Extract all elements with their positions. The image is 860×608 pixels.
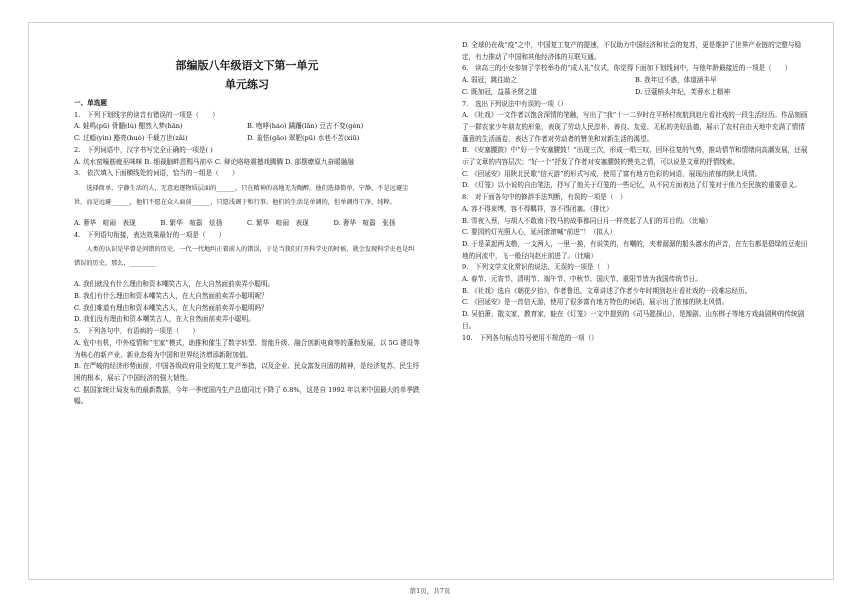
q7-option-d: D. 《灯笼》以小说的自由笔法，抒写了他关于灯笼的一些记忆，从不同方面表达了灯笼对于他乃至民族的重要意义。 [462, 181, 801, 190]
doc-title: 部编版八年级语文下第一单元 [175, 59, 319, 72]
q3-passage: 选择简单，宁静生活的人，无意追逐物质层面的_____，只在精神的高地无为陶醉。他们选择简单，宁静，不是远避尘世，而是远避_____，他们不愿在众人面前_____，只愿浅调于和行事。他们的生活是单调的，但单调得干净、纯粹。 [74, 184, 409, 206]
question-10: 10. 下列各句标点符号使用不规范的一项（） [462, 333, 598, 342]
q7-option-c: C. 《回延安》用陕北民歌“信天游”的形式写成，使用了富有地方色彩的词语，展现出浓郁的陕北风情。 [462, 169, 762, 178]
q3-option-d: D. 奢华 喧嚣 张扬 [333, 218, 396, 227]
question-1: 1. 下列下划线字的读音有错误的一项是（ ） [74, 110, 219, 119]
q8-option-c: C. 要园的灯光照人心，延河滚滚喊“前进”！（拟人） [462, 228, 617, 237]
q9-option-a: A. 春节、元宵节、清明节、端午节、中秋节、国庆节、重阳节皆为我国传统节日。 [462, 275, 702, 284]
right-column [462, 40, 808, 344]
question-4: 4. 下列语句衔接，表达效果最好的一项是（ ） [74, 230, 226, 239]
question-9: 9. 下列文学文化常识的说法，无误的一项是（ ） [462, 263, 614, 272]
q5-option-a: A. 危中有机，中外疫情和“宅家”模式，助推和催生了数字转型、智能升级、融合创新电商等的蓬勃发展，以 5G 建设等为核心的新产业、新业态将为中国和世界经济增添新附加值。 [74, 338, 420, 359]
q1-option-a: A. 蛙鸣(pū) 骨髓(lù) 酣然入梦(hān) [74, 122, 183, 131]
q8-option-d: D. 于是菜起两支橹，一支两人，一里一换，有说笑的，有嘲的，夹着潺潺的船头激水的声音，在左右都是碧绿的豆麦田地的河流中，飞一般径向赵庄前进了。（比喻） [462, 239, 808, 260]
q4-passage: 人类的认识是毕曾是问错的历史，一代一代地纠正着前人的错误，于是当我们打开科学史的时候，就会发现科学史也是纠错误的历史。那么，_______ [74, 246, 415, 268]
q6-options-row [462, 87, 808, 99]
question-2: 2. 下列词语中，汉字书写完全正确的一项是( ) [74, 145, 213, 154]
page-footer: 第1页，共7页 [409, 587, 451, 595]
q1-option-c: C. 过瘾(yìn) 豁亮(huò) 千载万世(zǎi) [74, 134, 188, 143]
q7-option-a: A. 《社戏》一文作者以饱含深情的笔触，写出了“我”十一二岁时在平桥村夜航到赵庄看社戏的一段生活经历。作品刻画了一群农家少年朋友的形象，表现了劳动人民淳朴、善良、友爱、无私的美好品德，展示了农村自由天地中充满了情情蓬意的生活画卷，表达了作者对劳动者的赞美和对新生活的渴望。 [462, 111, 808, 143]
q5-option-d: D. 全球仍在战“疫”之中，中国复工复产的提速，不仅助力中国经济和社会的复苏，更是维护了世界产业链的完整与稳定，有力推动了中国和其他经济体的互联互通。 [462, 41, 802, 61]
question-8: 8. 对下面各句中的修辞手法判断，有误的一项是（ ） [462, 193, 627, 202]
q8-option-a: A. 容不得束缚，容不得羁祥，容不得闭塞。（排比） [462, 204, 613, 213]
question-6: 6. 读高三的小女参加了学校举办的“成人礼”仪式，你觉得下面加下划线词中，与他年龄最接近的一项是（ ） [462, 64, 792, 73]
q9-option-d: D. 吴伯箫，散文家，教育家，蛙在《灯笼》一文中提到的《司马懿探山》，是豫剧、山东梆子等地方戏曲剧种的传统剧目。 [462, 310, 805, 330]
q1-option-b: B. 咆哮(háo) 蹒跚(lǎn) 豆古不变(gèn) [247, 122, 364, 131]
q5-option-b: B. 在严峻的经济形势面前，中国各级政府用全的复工复产举措，以及企业、民众富发自固的精神，是经济复苏、民生纾困的根本，展示了中国经济的强大韧性。 [74, 362, 420, 382]
q1-options-row [74, 121, 420, 133]
q9-option-b: B. 《社戏》选自《朝花夕拾》，作者鲁迅，文章讲述了作者少年时期到赵庄看社戏的一段难忘经历。 [462, 286, 752, 295]
question-7: 7. 选出下列说法中有误的一项（） [462, 99, 568, 108]
q1-options-row [74, 133, 420, 145]
q3-option-c: C. 繁华 喧闹 表现 [247, 218, 309, 227]
q7-option-b: B. 《安塞腰鼓》中“好一个安塞腰鼓！”出现三次，形成一唱三叹、回环往复的气势，推动情节和情绪向高潮发展，还展示了文章的内容层次；“好一个”抒发了作者对安塞腰鼓的赞美之情，可以说是文章的抒情线索。 [462, 146, 808, 167]
q4-option-d: D. 我们没有理由和资本嘲笑古人，在大自然面前卖弄小聪明。 [74, 315, 255, 324]
q4-option-c: C. 我们难道有理由和资本嘲笑古人，在大自然面前卖弄小聪明吗？ [74, 303, 268, 312]
q3-option-a: A. 奢华 喧闹 表现 [74, 218, 136, 227]
left-column [74, 56, 420, 408]
question-5: 5. 下列各句中，有语病的一项是（ ） [74, 327, 199, 336]
q6-option-b: B. 我年过不惑，体道涵丰早 [635, 76, 717, 85]
doc-subtitle: 单元练习 [225, 78, 269, 91]
q2-options: A. 坑水窑嚎筋疲巫咪咪 B. 细裁脑畔恩赐马前卒 C. 辩论咯咯震撼戏腾腾 D. 部摆缭原九奋暖融融 [74, 157, 354, 166]
q4-option-a: A. 我们就没有什么理由和资本嘲笑古人，在大自然面前卖弄小聪明。 [74, 280, 275, 289]
q6-options-row [462, 75, 808, 87]
q5-option-c: C. 据国家统计局发布的最新数据，今年一季度国内生产总值同比下降了 6.8%，这是自 1992 年以来中国最大的单季跌幅。 [74, 385, 420, 406]
q6-option-a: A. 弱冠，跳往助之 [462, 76, 518, 85]
q1-option-d: D. 羞怯(gāo) 翠肥(pū) 水巷不苫(xiū) [247, 134, 360, 143]
q4-option-b: B. 我们有什么理由和资本嘲笑古人，在大自然面前卖弄小聪明呢？ [74, 292, 268, 301]
q8-option-b: B. 雪夜入蔡，与胡人不敢南下牧马的故事都同日月一样亮起了人们的耳目的。（比喻） [462, 216, 712, 225]
q6-option-d: D. 豆蔻梢头年纪，芙蓉水上精神 [635, 87, 730, 96]
q6-option-c: C. 既加冠，益慕圣贤之道 [462, 87, 537, 96]
question-3: 3. 依次填入下面横线处的词语，恰当的一组是（ ） [74, 169, 239, 178]
section-heading: 一、单选题 [74, 99, 107, 107]
q3-options-row [74, 218, 420, 230]
q3-option-b: B. 繁华 喧嚣 炫扬 [160, 218, 223, 227]
q9-option-c: C. 《回延安》是一首信天游，使用了很多富有地方特色的词语，展示出了浓郁的陕北风情。 [462, 298, 729, 307]
